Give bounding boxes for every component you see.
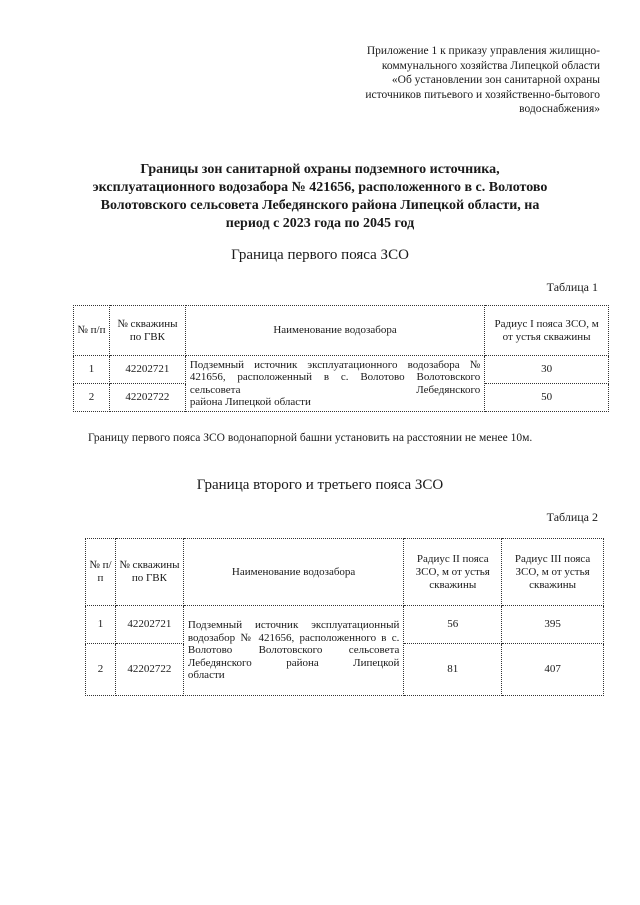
row-radius2: 56	[404, 606, 502, 644]
table2-header-well: № скважины по ГВК	[115, 539, 183, 606]
table1-header-well: № скважины по ГВК	[109, 306, 185, 356]
table2	[85, 538, 604, 696]
table-row	[86, 606, 604, 644]
row-num: 2	[74, 384, 110, 412]
section1-note: Границу первого пояса ЗСО водонапорной башни установить на расстоянии не менее 10м.	[88, 432, 533, 444]
table2-header-row	[86, 539, 604, 606]
row-radius2: 81	[404, 644, 502, 696]
row-num: 1	[86, 606, 116, 644]
intake-name-line: водозабора № 421656, расположенный в с.	[189, 358, 481, 383]
table-row	[74, 356, 609, 384]
table1	[73, 305, 609, 412]
section2-heading: Граница второго и третьего пояса ЗСО	[196, 477, 444, 493]
title-line: период с 2023 года по 2045 год	[225, 216, 415, 231]
document-title	[70, 161, 570, 233]
appendix-line: Приложение 1 к приказу управления жилищно-	[366, 45, 600, 57]
row-num: 2	[86, 644, 116, 696]
row-well: 42202721	[115, 606, 183, 644]
table1-label: Таблица 1	[546, 280, 598, 294]
intake-name-line: Подземный источник эксплуатационного	[189, 358, 398, 371]
table2-header-num: № п/п	[86, 539, 116, 606]
row-radius1: 30	[485, 356, 609, 384]
table2-label: Таблица 2	[546, 510, 598, 524]
appendix-line: коммунального хозяйства Липецкой области	[381, 59, 600, 72]
row-radius3: 395	[502, 606, 604, 644]
appendix-line: «Об установлении зон санитарной охраны	[391, 74, 600, 86]
intake-name-line: Подземный источник	[187, 619, 299, 632]
table1-header-radius1: Радиус I пояса ЗСО, м от устья скважины	[485, 306, 609, 356]
appendix-line: источников питьевого и хозяйственно-бытового	[365, 88, 600, 101]
row-well: 42202722	[109, 384, 185, 412]
title-line: Границы зон санитарной охраны подземного источника,	[140, 162, 500, 177]
intake-name	[183, 606, 403, 696]
intake-name-line: области	[187, 669, 225, 682]
row-radius1: 50	[485, 384, 609, 412]
table1-header-num: № п/п	[74, 306, 110, 356]
table1-header-name: Наименование водозабора	[185, 306, 484, 356]
intake-name-line: Волотово Волотовского сельсовета Лебедянского	[189, 371, 481, 396]
row-well: 42202721	[109, 356, 185, 384]
title-line: Волотовского сельсовета Лебедянского района Липецкой области, на	[100, 198, 540, 213]
intake-name-line: 421656, расположенного в с.	[258, 631, 400, 644]
title-line: эксплуатационного водозабора № 421656, расположенного в с. Волотово	[92, 180, 548, 195]
table2-header-name: Наименование водозабора	[183, 539, 403, 606]
appendix-reference	[300, 44, 600, 117]
table2-header-radius3: Радиус III пояса ЗСО, м от устья скважины	[502, 539, 604, 606]
row-num: 1	[74, 356, 110, 384]
intake-name	[185, 356, 484, 412]
intake-name-line: района Липецкой области	[189, 396, 311, 408]
section1-heading: Граница первого пояса ЗСО	[231, 247, 409, 263]
intake-name-line: Лебедянского района Липецкой	[187, 656, 400, 669]
appendix-line: водоснабжения»	[519, 103, 600, 115]
row-radius3: 407	[502, 644, 604, 696]
table2-header-radius2: Радиус II пояса ЗСО, м от устья скважины	[404, 539, 502, 606]
intake-name-line: Волотово Волотовского сельсовета	[187, 644, 400, 657]
intake-name-line: эксплуатационный водозабор №	[187, 619, 400, 644]
table1-header-row	[74, 306, 609, 356]
row-well: 42202722	[115, 644, 183, 696]
